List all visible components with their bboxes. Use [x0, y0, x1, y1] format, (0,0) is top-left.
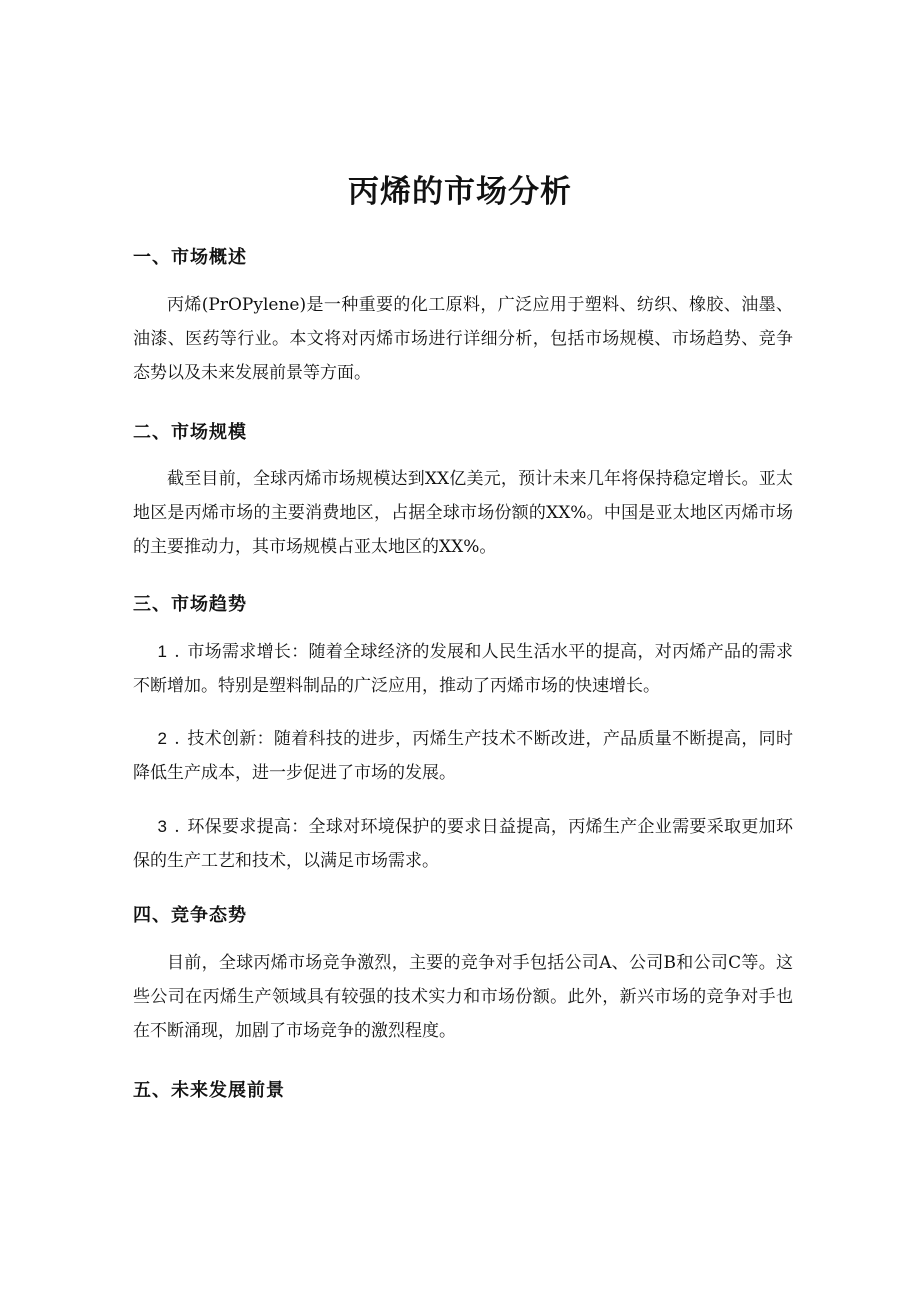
- list-item-number: 1: [157, 642, 167, 661]
- list-item-dot: .: [174, 729, 180, 749]
- section-paragraph-market-size: 截至目前，全球丙烯市场规模达到XX亿美元，预计未来几年将保持稳定增长。亚太地区是丙烯市场的主要消费地区，占据全球市场份额的XX%。中国是亚太地区丙烯市场的主要推动力，其市场规模占亚太地区的XX%。: [133, 469, 793, 557]
- section-heading-competition: 四、竞争态势: [133, 905, 247, 926]
- list-item-number: 2: [157, 729, 167, 748]
- list-item-number: 3: [157, 817, 167, 836]
- section-heading-future-outlook: 五、未来发展前景: [133, 1080, 285, 1101]
- list-item-text: 技术创新：随着科技的进步，丙烯生产技术不断改进，产品质量不断提高，同时降低生产成本，进一步促进了市场的发展。: [133, 729, 793, 783]
- list-item: [133, 810, 793, 878]
- list-item: [133, 722, 793, 790]
- section-heading-market-trends: 三、市场趋势: [133, 594, 247, 615]
- section-paragraph-competition: 目前，全球丙烯市场竞争激烈，主要的竞争对手包括公司A、公司B和公司C等。这些公司在丙烯生产领域具有较强的技术实力和市场份额。此外，新兴市场的竞争对手也在不断涌现，加剧了市场竞争的激烈程度。: [133, 953, 793, 1041]
- list-item-text: 市场需求增长：随着全球经济的发展和人民生活水平的提高，对丙烯产品的需求不断增加。特别是塑料制品的广泛应用，推动了丙烯市场的快速增长。: [133, 642, 793, 696]
- list-item-dot: .: [174, 817, 180, 837]
- list-item-dot: .: [174, 642, 180, 662]
- section-heading-market-size: 二、市场规模: [133, 422, 247, 443]
- document-title: 丙烯的市场分析: [348, 174, 572, 210]
- section-paragraph-market-overview: 丙烯(PrOPylene)是一种重要的化工原料，广泛应用于塑料、纺织、橡胶、油墨、油漆、医药等行业。本文将对丙烯市场进行详细分析，包括市场规模、市场趋势、竞争态势以及未来发展前景等方面。: [133, 295, 793, 383]
- list-item-text: 环保要求提高：全球对环境保护的要求日益提高，丙烯生产企业需要采取更加环保的生产工艺和技术，以满足市场需求。: [133, 817, 793, 871]
- list-item: [133, 635, 793, 703]
- section-heading-market-overview: 一、市场概述: [133, 247, 247, 268]
